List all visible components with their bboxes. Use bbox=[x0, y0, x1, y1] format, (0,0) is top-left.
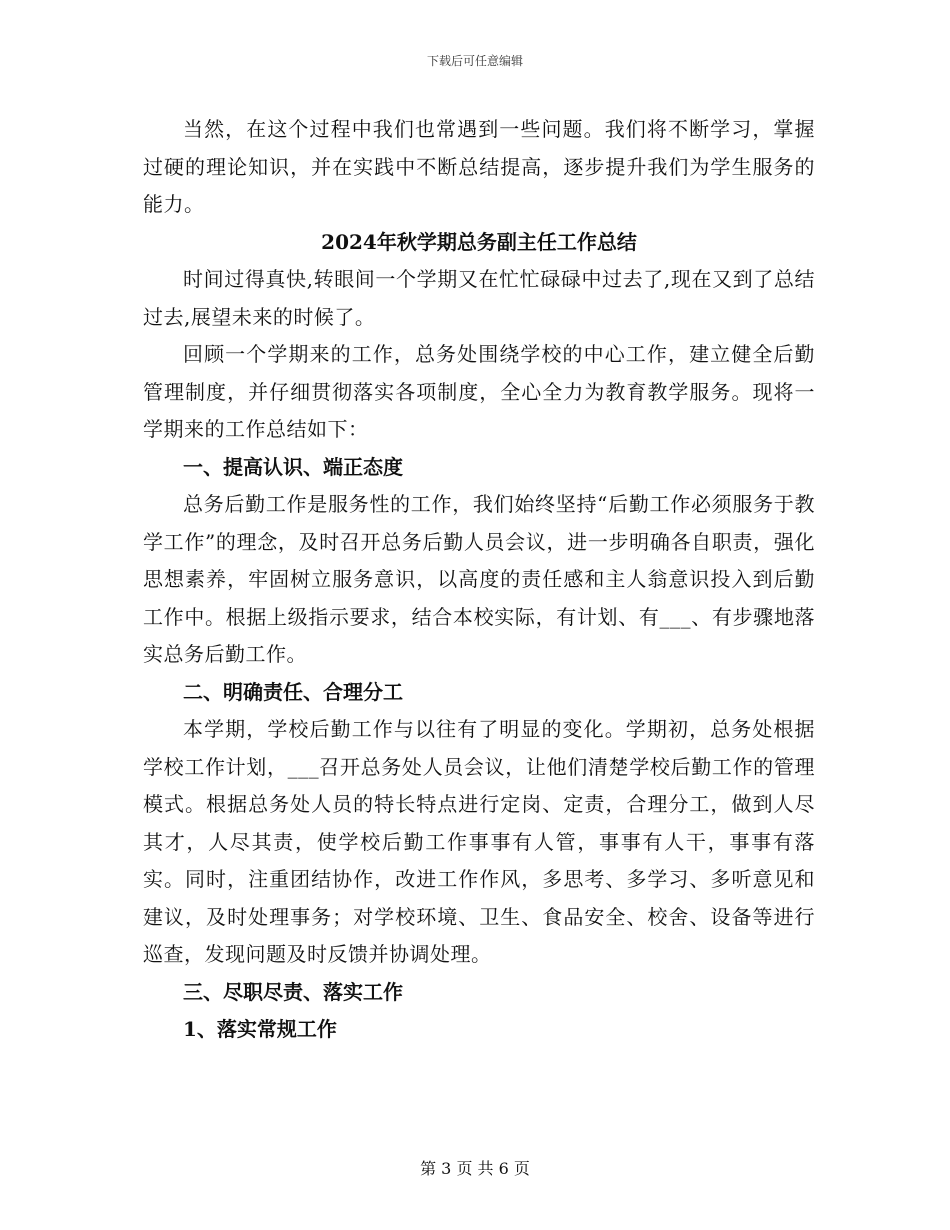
intro-paragraph: 当然，在这个过程中我们也常遇到一些问题。我们将不断学习，掌握过硬的理论知识，并在实践中不断总结提高，逐步提升我们为学生服务的能力。 bbox=[143, 117, 815, 216]
section-2-body: 本学期，学校后勤工作与以往有了明显的变化。学期初，总务处根据学校工作计划，___召开总务处人员会议，让他们清楚学校后勤工作的管理模式。根据总务处人员的特长特点进行定岗、定责，合理分工，做到人尽其才，人尽其责，使学校后勤工作事事有人管，事事有人干，事事有落实。同时，注重团结协作，改进工作作风，多思考、多学习、多听意见和建议，及时处理事务；对学校环境、卫生、食品安全、校舍、设备等进行巡查，发现问题及时反馈并协调处理。 bbox=[143, 717, 815, 966]
header-note: 下载后可任意编辑 bbox=[426, 54, 523, 68]
paragraph: 回顾一个学期来的工作，总务处围绕学校的中心工作，建立健全后勤管理制度，并仔细贯彻落实各项制度，全心全力为教育教学服务。现将一学期来的工作总结如下： bbox=[143, 342, 815, 441]
document-body bbox=[143, 111, 815, 1049]
section-1-body: 总务后勤工作是服务性的工作，我们始终坚持“后勤工作必须服务于教学工作”的理念，及时召开总务后勤人员会议，进一步明确各自职责，强化思想素养，牢固树立服务意识，以高度的责任感和主人翁意识投入到后勤工作中。根据上级指示要求，结合本校实际，有计划、有___、有步骤地落实总务后勤工作。 bbox=[143, 492, 815, 666]
paragraph: 时间过得真快,转眼间一个学期又在忙忙碌碌中过去了,现在又到了总结过去,展望未来的时候了。 bbox=[143, 267, 815, 329]
page-number: 第 3 页 共 6 页 bbox=[420, 1159, 530, 1178]
section-heading-2: 二、明确责任、合理分工 bbox=[183, 679, 403, 704]
subsection-heading-1: 1、落实常规工作 bbox=[183, 1017, 337, 1041]
section-heading-3: 三、尽职尽责、落实工作 bbox=[183, 979, 403, 1004]
section-heading-1: 一、提高认识、端正态度 bbox=[183, 454, 403, 479]
document-title: 2024年秋学期总务副主任工作总结 bbox=[321, 229, 637, 254]
